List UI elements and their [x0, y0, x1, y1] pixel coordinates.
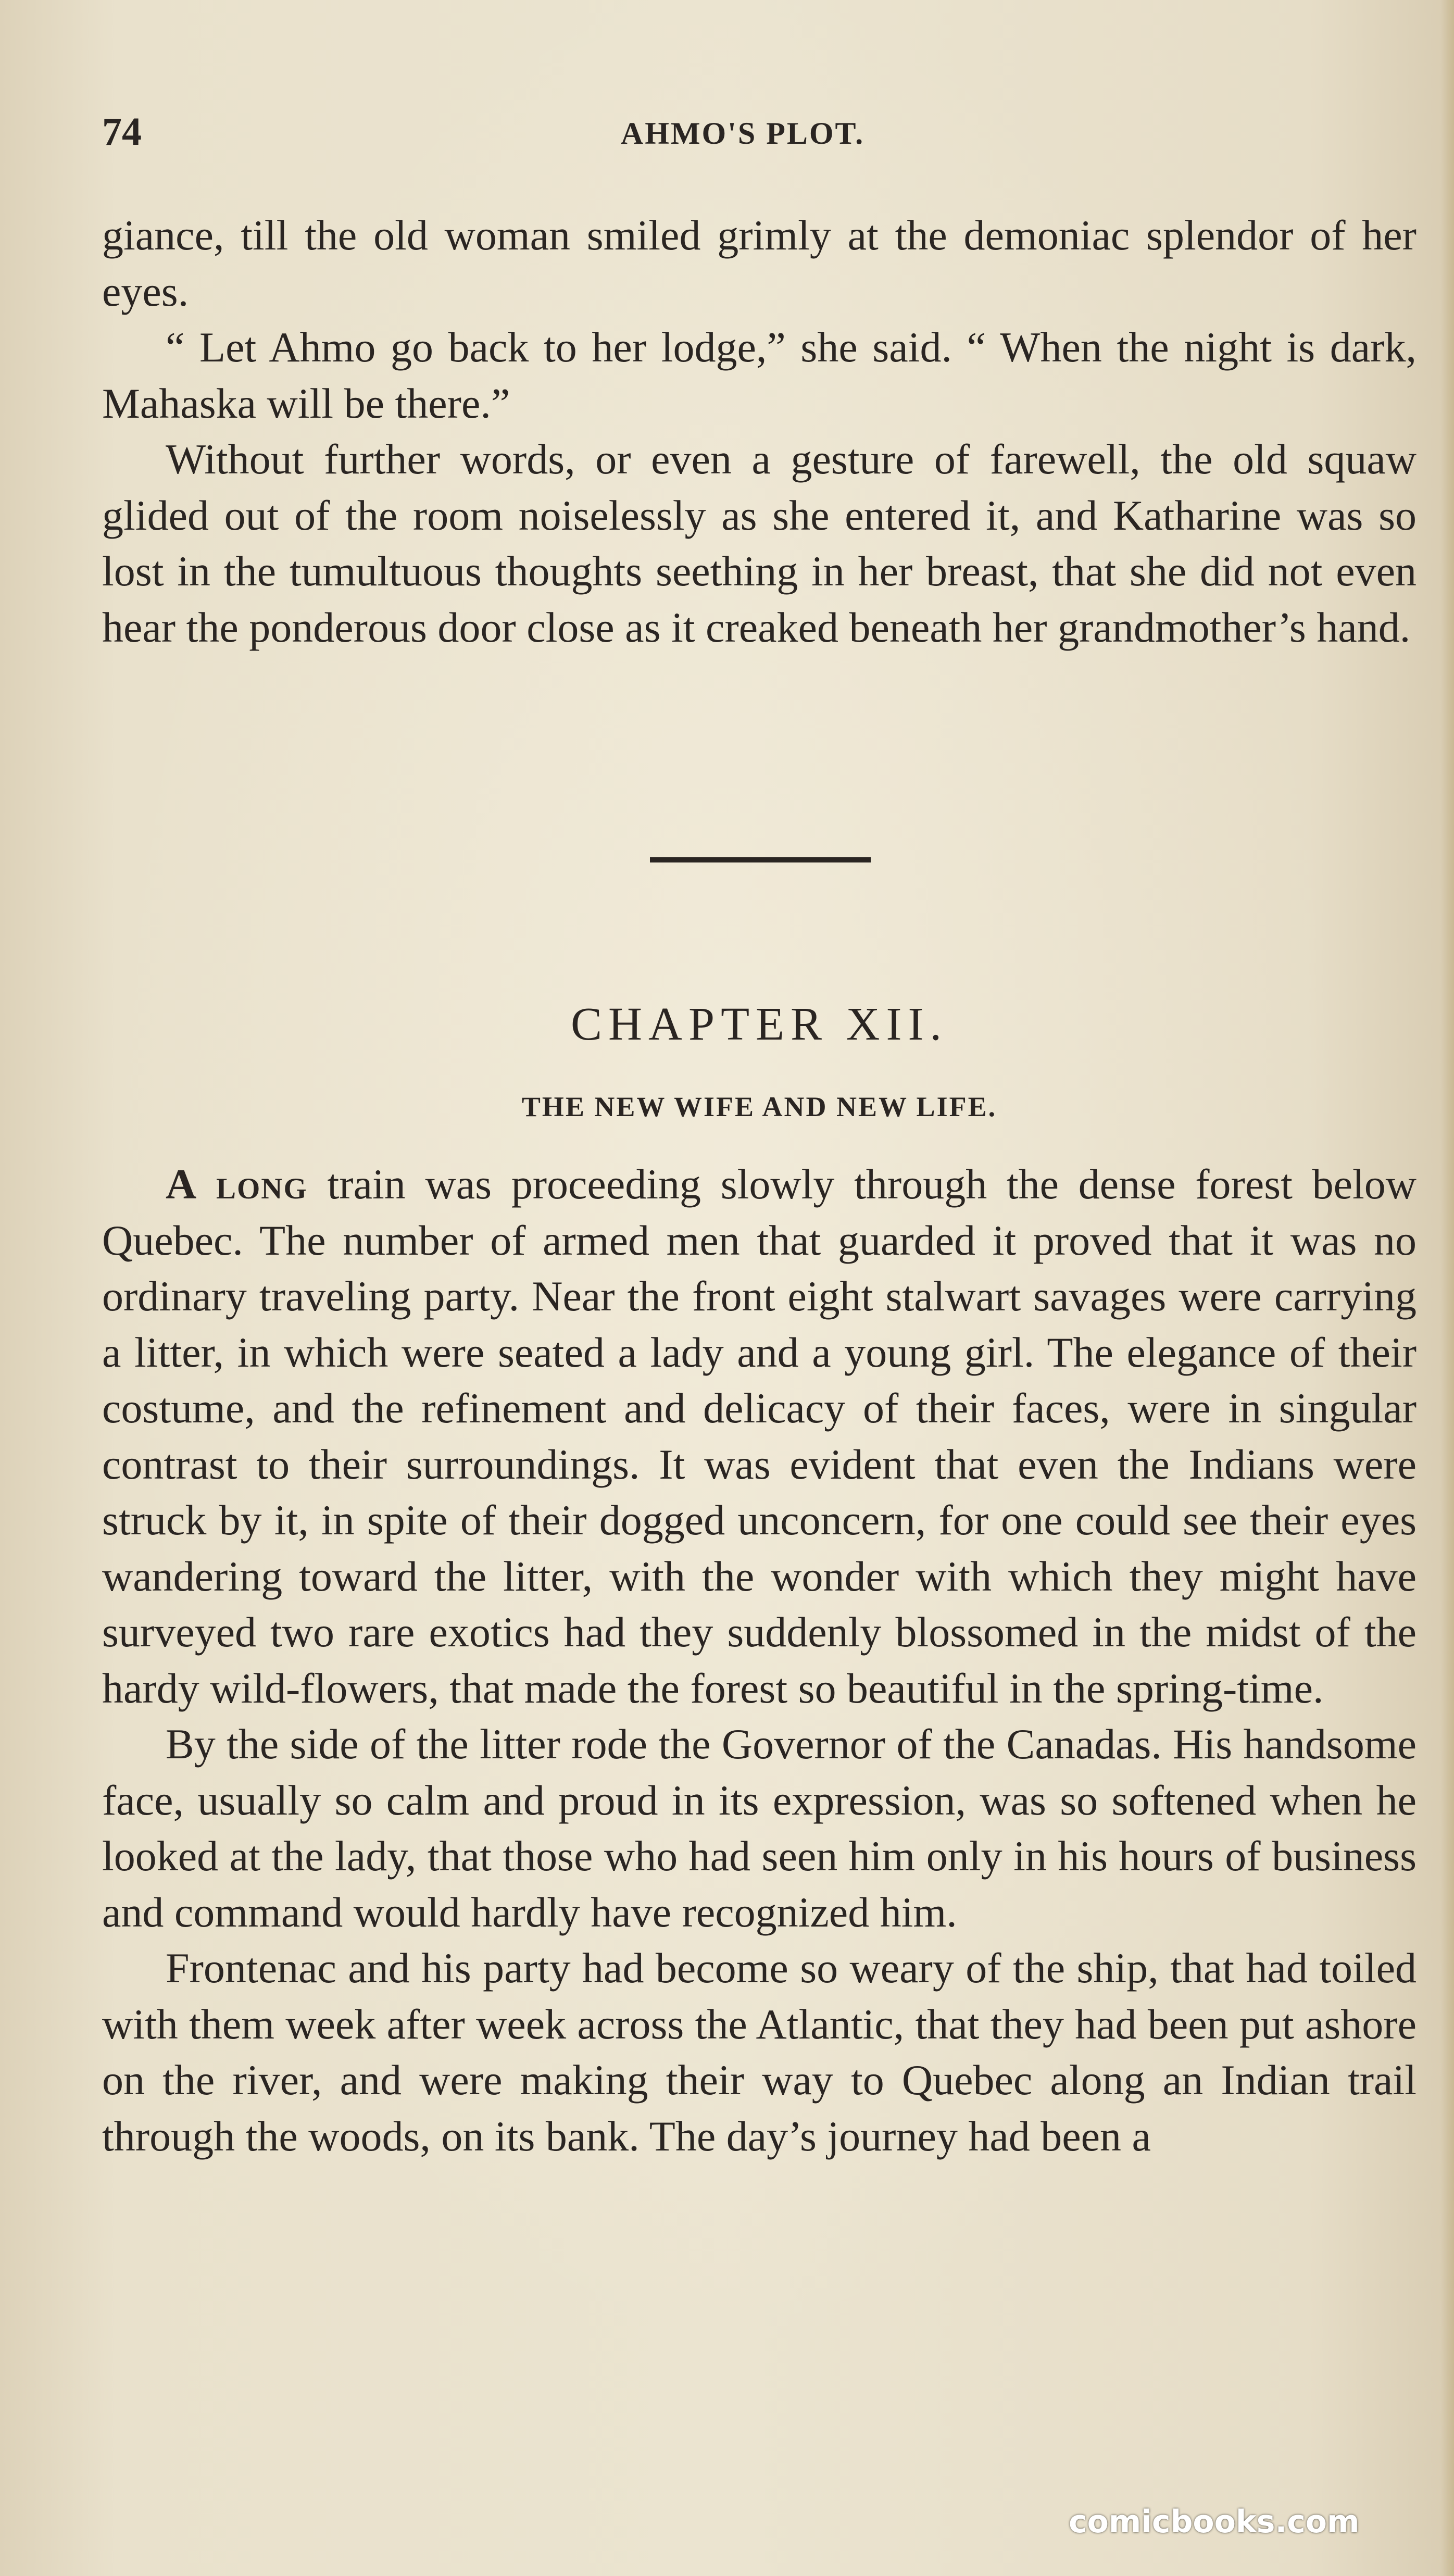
text-block-before-chapter: [102, 207, 1417, 655]
opening-paragraph-text: train was proceeding slowly through the dense forest below Quebec. The number of armed men that guarded it proved that it was no ordinary traveling party. Near the front eight stalwart savages were carrying a litter, in which were seated a lady and a young girl. The elegance of their costume, and the refinement and delicacy of their faces, were in singular contrast to their surroundings. It was evident that even the Indians were struck by it, in spite of their dogged unconcern, for one could see their eyes wandering toward the litter, with the wonder with which they might have surveyed two rare exotics had they suddenly blossomed in the midst of the hardy wild-flowers, that made the forest so beautiful in the spring-time.: [102, 1160, 1417, 1712]
watermark-text: comicbooks.com: [1069, 2504, 1360, 2540]
running-head: [102, 109, 1383, 156]
running-title: AHMO'S PLOT.: [620, 116, 865, 151]
opening-smallcaps-word: long: [216, 1160, 308, 1208]
chapter-heading: CHAPTER XII.: [571, 998, 948, 1050]
chapter-subtitle: THE NEW WIFE AND NEW LIFE.: [521, 1091, 997, 1122]
page-number: 74: [102, 110, 142, 154]
opening-letter: A: [166, 1160, 197, 1208]
paragraph: Frontenac and his party had become so weary of the ship, that had toiled with them week after week across the Atlantic, that they had been put ashore on the river, and were making their way to Quebec along an Indian trail through the woods, on its bank. The day’s journey had been a: [102, 1944, 1417, 2160]
paragraph: Without further words, or even a gesture of farewell, the old squaw glided out of the room noiselessly as she entered it, and Katharine was so lost in the tumultuous thoughts seething in her breast, that she did not even hear the ponderous door close as it creaked beneath her grandmother’s hand.: [102, 435, 1417, 651]
paragraph: By the side of the litter rode the Governor of the Canadas. His handsome face, usually so calm and proud in its expression, was so softened when he looked at the lady, that those who had seen him only in his hours of business and command would hardly have recognized him.: [102, 1720, 1417, 1936]
paragraph: giance, till the old woman smiled grimly at the demoniac splendor of her eyes.: [102, 211, 1417, 315]
section-divider-rule: [650, 857, 871, 862]
page-edge-shadow: [1440, 0, 1454, 2576]
chapter-text-block: [102, 1156, 1417, 2164]
opening-paragraph: [102, 1156, 1417, 1716]
paragraph: “ Let Ahmo go back to her lodge,” she said. “ When the night is dark, Mahaska will be there.”: [102, 323, 1417, 427]
